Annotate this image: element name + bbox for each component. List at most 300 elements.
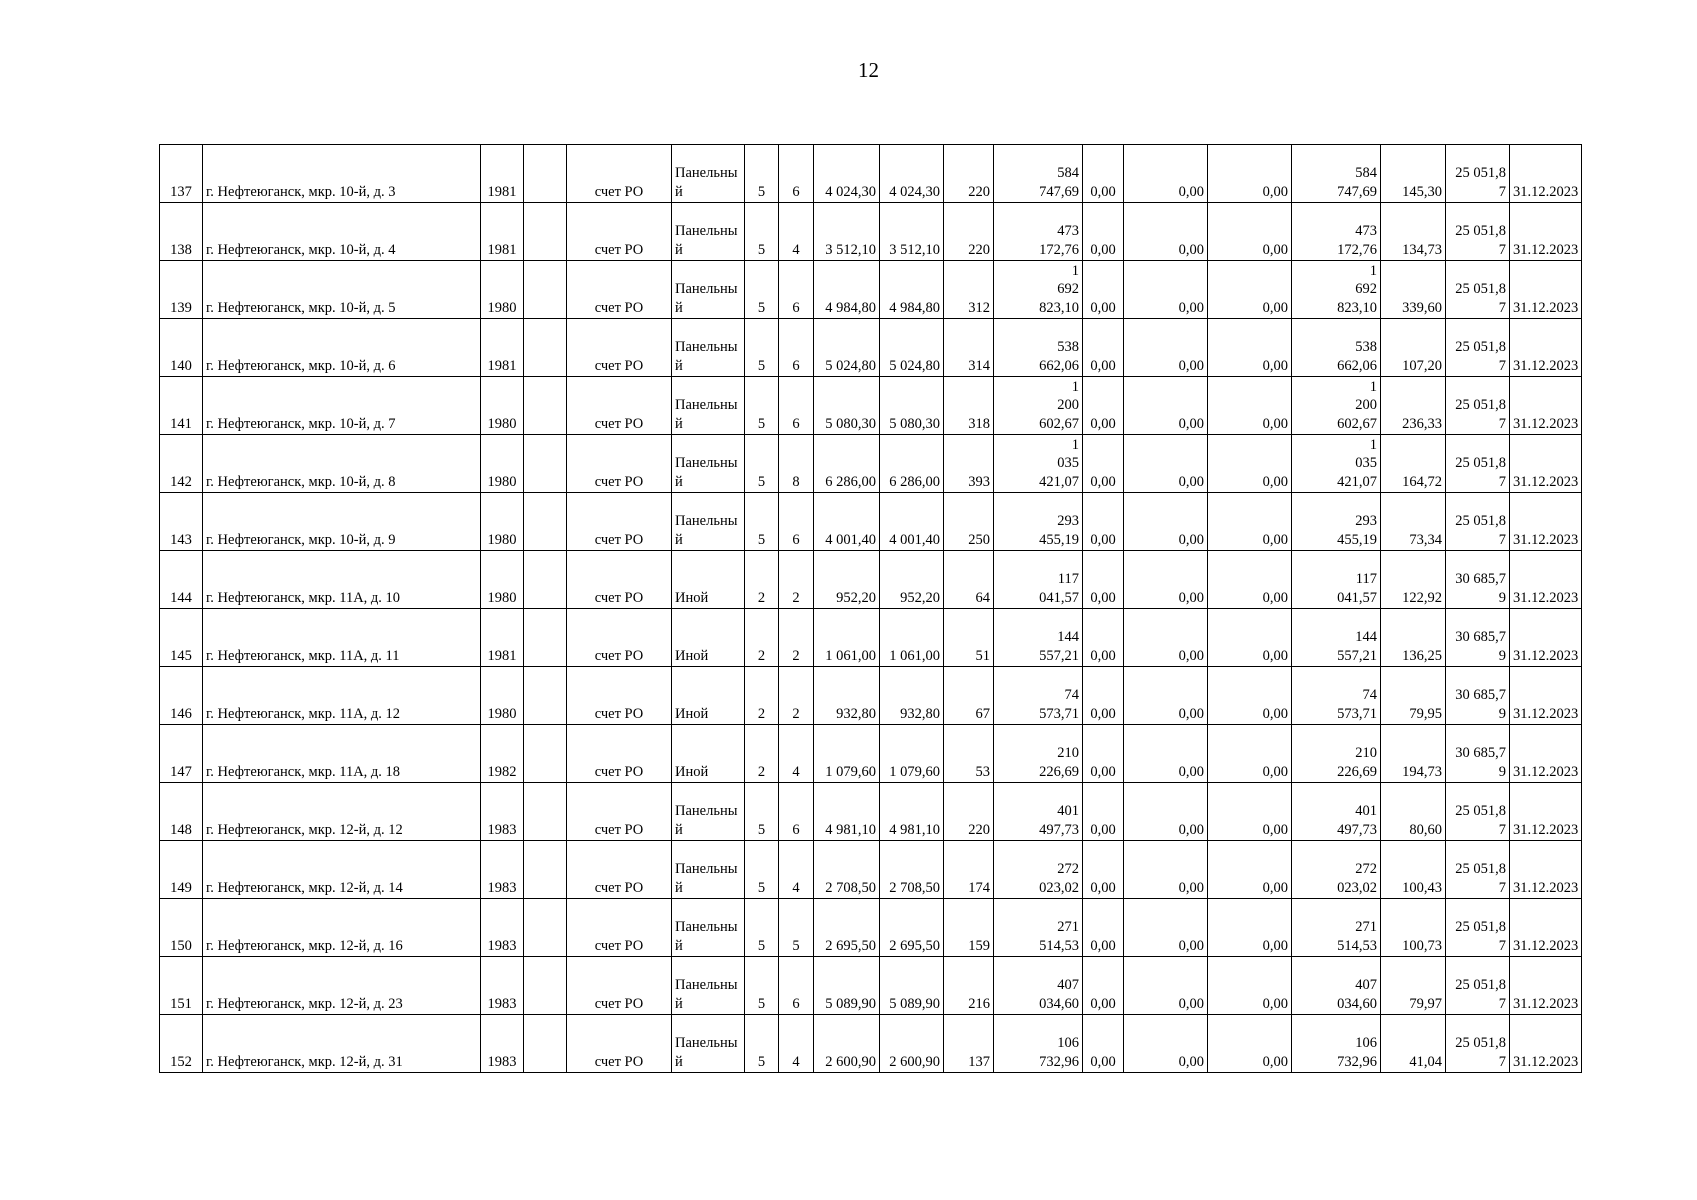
fund-c-cell: 0,00 bbox=[1208, 377, 1292, 435]
fund-a-cell: 0,00 bbox=[1083, 377, 1124, 435]
address-cell: г. Нефтеюганск, мкр. 12-й, д. 16 bbox=[203, 899, 481, 957]
fund-c-cell: 0,00 bbox=[1208, 725, 1292, 783]
fund-method-cell: счет РО bbox=[567, 493, 672, 551]
row-number: 150 bbox=[160, 899, 203, 957]
limit-cost-cell: 25 051,87 bbox=[1446, 957, 1510, 1015]
row-number: 147 bbox=[160, 725, 203, 783]
living-area-cell: 4 001,40 bbox=[880, 493, 944, 551]
table-row bbox=[160, 957, 1582, 1015]
deadline-cell: 31.12.2023 bbox=[1510, 609, 1582, 667]
floors-cell: 5 bbox=[745, 145, 779, 203]
living-area-cell: 2 600,90 bbox=[880, 1015, 944, 1073]
fund-a-cell: 0,00 bbox=[1083, 261, 1124, 319]
fund-c-cell: 0,00 bbox=[1208, 957, 1292, 1015]
owner-cost-cell: 272 023,02 bbox=[1292, 841, 1381, 899]
wall-material-cell: Панельный bbox=[672, 377, 745, 435]
wall-material-cell: Панельный bbox=[672, 435, 745, 493]
unit-cost-cell: 136,25 bbox=[1381, 609, 1446, 667]
floors-cell: 5 bbox=[745, 261, 779, 319]
entrances-cell: 6 bbox=[779, 493, 814, 551]
entrances-cell: 4 bbox=[779, 1015, 814, 1073]
fund-c-cell: 0,00 bbox=[1208, 899, 1292, 957]
address-cell: г. Нефтеюганск, мкр. 12-й, д. 23 bbox=[203, 957, 481, 1015]
table-row bbox=[160, 841, 1582, 899]
owner-cost-cell: 271 514,53 bbox=[1292, 899, 1381, 957]
fund-a-cell: 0,00 bbox=[1083, 203, 1124, 261]
residents-cell: 216 bbox=[944, 957, 994, 1015]
address-cell: г. Нефтеюганск, мкр. 10-й, д. 3 bbox=[203, 145, 481, 203]
fund-method-cell: счет РО bbox=[567, 667, 672, 725]
row-number: 140 bbox=[160, 319, 203, 377]
residents-cell: 250 bbox=[944, 493, 994, 551]
living-area-cell: 4 984,80 bbox=[880, 261, 944, 319]
floors-cell: 5 bbox=[745, 435, 779, 493]
total-cost-cell: 272 023,02 bbox=[994, 841, 1083, 899]
deadline-cell: 31.12.2023 bbox=[1510, 319, 1582, 377]
deadline-cell: 31.12.2023 bbox=[1510, 377, 1582, 435]
living-area-cell: 5 089,90 bbox=[880, 957, 944, 1015]
fund-b-cell: 0,00 bbox=[1124, 319, 1208, 377]
unit-cost-cell: 339,60 bbox=[1381, 261, 1446, 319]
blank-cell bbox=[524, 145, 567, 203]
owner-cost-cell: 144 557,21 bbox=[1292, 609, 1381, 667]
living-area-cell: 2 708,50 bbox=[880, 841, 944, 899]
fund-b-cell: 0,00 bbox=[1124, 145, 1208, 203]
living-area-cell: 5 080,30 bbox=[880, 377, 944, 435]
limit-cost-cell: 25 051,87 bbox=[1446, 493, 1510, 551]
total-cost-cell: 106 732,96 bbox=[994, 1015, 1083, 1073]
unit-cost-cell: 194,73 bbox=[1381, 725, 1446, 783]
residents-cell: 220 bbox=[944, 203, 994, 261]
total-area-cell: 4 024,30 bbox=[814, 145, 880, 203]
total-cost-cell: 401 497,73 bbox=[994, 783, 1083, 841]
entrances-cell: 6 bbox=[779, 377, 814, 435]
address-cell: г. Нефтеюганск, мкр. 12-й, д. 14 bbox=[203, 841, 481, 899]
blank-cell bbox=[524, 841, 567, 899]
row-number: 148 bbox=[160, 783, 203, 841]
limit-cost-cell: 25 051,87 bbox=[1446, 1015, 1510, 1073]
unit-cost-cell: 73,34 bbox=[1381, 493, 1446, 551]
owner-cost-cell: 210 226,69 bbox=[1292, 725, 1381, 783]
total-area-cell: 2 695,50 bbox=[814, 899, 880, 957]
entrances-cell: 6 bbox=[779, 261, 814, 319]
fund-method-cell: счет РО bbox=[567, 435, 672, 493]
limit-cost-cell: 25 051,87 bbox=[1446, 435, 1510, 493]
limit-cost-cell: 25 051,87 bbox=[1446, 783, 1510, 841]
address-cell: г. Нефтеюганск, мкр. 12-й, д. 12 bbox=[203, 783, 481, 841]
total-area-cell: 1 061,00 bbox=[814, 609, 880, 667]
floors-cell: 5 bbox=[745, 841, 779, 899]
build-year-cell: 1981 bbox=[481, 319, 524, 377]
fund-a-cell: 0,00 bbox=[1083, 551, 1124, 609]
total-cost-cell: 407 034,60 bbox=[994, 957, 1083, 1015]
residents-cell: 312 bbox=[944, 261, 994, 319]
row-number: 151 bbox=[160, 957, 203, 1015]
address-cell: г. Нефтеюганск, мкр. 11А, д. 10 bbox=[203, 551, 481, 609]
wall-material-cell: Панельный bbox=[672, 899, 745, 957]
owner-cost-cell: 538 662,06 bbox=[1292, 319, 1381, 377]
table-row bbox=[160, 319, 1582, 377]
fund-c-cell: 0,00 bbox=[1208, 609, 1292, 667]
blank-cell bbox=[524, 261, 567, 319]
fund-c-cell: 0,00 bbox=[1208, 145, 1292, 203]
fund-c-cell: 0,00 bbox=[1208, 261, 1292, 319]
register-rows bbox=[160, 145, 1582, 1073]
deadline-cell: 31.12.2023 bbox=[1510, 1015, 1582, 1073]
wall-material-cell: Панельный bbox=[672, 1015, 745, 1073]
unit-cost-cell: 79,95 bbox=[1381, 667, 1446, 725]
floors-cell: 5 bbox=[745, 377, 779, 435]
address-cell: г. Нефтеюганск, мкр. 10-й, д. 9 bbox=[203, 493, 481, 551]
living-area-cell: 952,20 bbox=[880, 551, 944, 609]
address-cell: г. Нефтеюганск, мкр. 10-й, д. 8 bbox=[203, 435, 481, 493]
fund-c-cell: 0,00 bbox=[1208, 551, 1292, 609]
owner-cost-cell: 106 732,96 bbox=[1292, 1015, 1381, 1073]
build-year-cell: 1983 bbox=[481, 957, 524, 1015]
total-cost-cell: 1 692 823,10 bbox=[994, 261, 1083, 319]
fund-a-cell: 0,00 bbox=[1083, 899, 1124, 957]
wall-material-cell: Панельный bbox=[672, 261, 745, 319]
total-area-cell: 4 984,80 bbox=[814, 261, 880, 319]
living-area-cell: 5 024,80 bbox=[880, 319, 944, 377]
build-year-cell: 1981 bbox=[481, 609, 524, 667]
unit-cost-cell: 236,33 bbox=[1381, 377, 1446, 435]
wall-material-cell: Панельный bbox=[672, 145, 745, 203]
total-cost-cell: 584 747,69 bbox=[994, 145, 1083, 203]
build-year-cell: 1983 bbox=[481, 899, 524, 957]
table-row bbox=[160, 551, 1582, 609]
wall-material-cell: Иной bbox=[672, 551, 745, 609]
owner-cost-cell: 74 573,71 bbox=[1292, 667, 1381, 725]
fund-c-cell: 0,00 bbox=[1208, 203, 1292, 261]
build-year-cell: 1980 bbox=[481, 435, 524, 493]
owner-cost-cell: 1 035 421,07 bbox=[1292, 435, 1381, 493]
limit-cost-cell: 25 051,87 bbox=[1446, 319, 1510, 377]
table-row bbox=[160, 667, 1582, 725]
fund-method-cell: счет РО bbox=[567, 377, 672, 435]
entrances-cell: 8 bbox=[779, 435, 814, 493]
blank-cell bbox=[524, 899, 567, 957]
address-cell: г. Нефтеюганск, мкр. 12-й, д. 31 bbox=[203, 1015, 481, 1073]
blank-cell bbox=[524, 725, 567, 783]
fund-method-cell: счет РО bbox=[567, 899, 672, 957]
total-area-cell: 2 708,50 bbox=[814, 841, 880, 899]
wall-material-cell: Иной bbox=[672, 609, 745, 667]
fund-c-cell: 0,00 bbox=[1208, 841, 1292, 899]
fund-b-cell: 0,00 bbox=[1124, 667, 1208, 725]
wall-material-cell: Панельный bbox=[672, 319, 745, 377]
fund-a-cell: 0,00 bbox=[1083, 493, 1124, 551]
total-cost-cell: 210 226,69 bbox=[994, 725, 1083, 783]
address-cell: г. Нефтеюганск, мкр. 10-й, д. 4 bbox=[203, 203, 481, 261]
unit-cost-cell: 100,73 bbox=[1381, 899, 1446, 957]
fund-b-cell: 0,00 bbox=[1124, 377, 1208, 435]
total-area-cell: 3 512,10 bbox=[814, 203, 880, 261]
total-cost-cell: 1 200 602,67 bbox=[994, 377, 1083, 435]
wall-material-cell: Иной bbox=[672, 667, 745, 725]
living-area-cell: 4 024,30 bbox=[880, 145, 944, 203]
row-number: 137 bbox=[160, 145, 203, 203]
limit-cost-cell: 25 051,87 bbox=[1446, 203, 1510, 261]
row-number: 139 bbox=[160, 261, 203, 319]
residents-cell: 220 bbox=[944, 783, 994, 841]
owner-cost-cell: 401 497,73 bbox=[1292, 783, 1381, 841]
address-cell: г. Нефтеюганск, мкр. 10-й, д. 6 bbox=[203, 319, 481, 377]
address-cell: г. Нефтеюганск, мкр. 11А, д. 11 bbox=[203, 609, 481, 667]
floors-cell: 5 bbox=[745, 1015, 779, 1073]
deadline-cell: 31.12.2023 bbox=[1510, 899, 1582, 957]
deadline-cell: 31.12.2023 bbox=[1510, 957, 1582, 1015]
fund-b-cell: 0,00 bbox=[1124, 203, 1208, 261]
table-row bbox=[160, 725, 1582, 783]
owner-cost-cell: 584 747,69 bbox=[1292, 145, 1381, 203]
fund-a-cell: 0,00 bbox=[1083, 725, 1124, 783]
floors-cell: 2 bbox=[745, 551, 779, 609]
wall-material-cell: Иной bbox=[672, 725, 745, 783]
residents-cell: 220 bbox=[944, 145, 994, 203]
table-row bbox=[160, 435, 1582, 493]
total-area-cell: 5 089,90 bbox=[814, 957, 880, 1015]
total-cost-cell: 473 172,76 bbox=[994, 203, 1083, 261]
fund-method-cell: счет РО bbox=[567, 1015, 672, 1073]
table-row bbox=[160, 203, 1582, 261]
build-year-cell: 1981 bbox=[481, 145, 524, 203]
address-cell: г. Нефтеюганск, мкр. 10-й, д. 7 bbox=[203, 377, 481, 435]
limit-cost-cell: 25 051,87 bbox=[1446, 145, 1510, 203]
address-cell: г. Нефтеюганск, мкр. 10-й, д. 5 bbox=[203, 261, 481, 319]
build-year-cell: 1980 bbox=[481, 493, 524, 551]
fund-b-cell: 0,00 bbox=[1124, 493, 1208, 551]
total-cost-cell: 293 455,19 bbox=[994, 493, 1083, 551]
fund-b-cell: 0,00 bbox=[1124, 609, 1208, 667]
wall-material-cell: Панельный bbox=[672, 957, 745, 1015]
fund-a-cell: 0,00 bbox=[1083, 1015, 1124, 1073]
limit-cost-cell: 30 685,79 bbox=[1446, 667, 1510, 725]
fund-method-cell: счет РО bbox=[567, 203, 672, 261]
row-number: 149 bbox=[160, 841, 203, 899]
entrances-cell: 2 bbox=[779, 609, 814, 667]
row-number: 146 bbox=[160, 667, 203, 725]
total-cost-cell: 144 557,21 bbox=[994, 609, 1083, 667]
floors-cell: 2 bbox=[745, 725, 779, 783]
residents-cell: 137 bbox=[944, 1015, 994, 1073]
fund-a-cell: 0,00 bbox=[1083, 841, 1124, 899]
fund-c-cell: 0,00 bbox=[1208, 783, 1292, 841]
deadline-cell: 31.12.2023 bbox=[1510, 667, 1582, 725]
total-cost-cell: 74 573,71 bbox=[994, 667, 1083, 725]
limit-cost-cell: 25 051,87 bbox=[1446, 377, 1510, 435]
living-area-cell: 2 695,50 bbox=[880, 899, 944, 957]
residents-cell: 159 bbox=[944, 899, 994, 957]
register-table bbox=[159, 144, 1582, 1073]
deadline-cell: 31.12.2023 bbox=[1510, 493, 1582, 551]
floors-cell: 5 bbox=[745, 957, 779, 1015]
row-number: 145 bbox=[160, 609, 203, 667]
row-number: 143 bbox=[160, 493, 203, 551]
fund-a-cell: 0,00 bbox=[1083, 957, 1124, 1015]
blank-cell bbox=[524, 493, 567, 551]
build-year-cell: 1980 bbox=[481, 377, 524, 435]
owner-cost-cell: 407 034,60 bbox=[1292, 957, 1381, 1015]
blank-cell bbox=[524, 1015, 567, 1073]
table-row bbox=[160, 493, 1582, 551]
total-area-cell: 6 286,00 bbox=[814, 435, 880, 493]
total-cost-cell: 271 514,53 bbox=[994, 899, 1083, 957]
owner-cost-cell: 1 200 602,67 bbox=[1292, 377, 1381, 435]
wall-material-cell: Панельный bbox=[672, 203, 745, 261]
blank-cell bbox=[524, 319, 567, 377]
table-row bbox=[160, 899, 1582, 957]
build-year-cell: 1983 bbox=[481, 783, 524, 841]
fund-c-cell: 0,00 bbox=[1208, 319, 1292, 377]
total-area-cell: 4 001,40 bbox=[814, 493, 880, 551]
table-row bbox=[160, 1015, 1582, 1073]
fund-a-cell: 0,00 bbox=[1083, 319, 1124, 377]
page-number: 12 bbox=[858, 58, 879, 82]
residents-cell: 67 bbox=[944, 667, 994, 725]
floors-cell: 2 bbox=[745, 667, 779, 725]
fund-a-cell: 0,00 bbox=[1083, 783, 1124, 841]
entrances-cell: 2 bbox=[779, 551, 814, 609]
row-number: 144 bbox=[160, 551, 203, 609]
total-area-cell: 1 079,60 bbox=[814, 725, 880, 783]
unit-cost-cell: 79,97 bbox=[1381, 957, 1446, 1015]
fund-a-cell: 0,00 bbox=[1083, 667, 1124, 725]
fund-method-cell: счет РО bbox=[567, 783, 672, 841]
unit-cost-cell: 122,92 bbox=[1381, 551, 1446, 609]
wall-material-cell: Панельный bbox=[672, 783, 745, 841]
living-area-cell: 6 286,00 bbox=[880, 435, 944, 493]
total-area-cell: 2 600,90 bbox=[814, 1015, 880, 1073]
entrances-cell: 2 bbox=[779, 667, 814, 725]
total-area-cell: 4 981,10 bbox=[814, 783, 880, 841]
floors-cell: 2 bbox=[745, 609, 779, 667]
blank-cell bbox=[524, 551, 567, 609]
fund-a-cell: 0,00 bbox=[1083, 145, 1124, 203]
owner-cost-cell: 1 692 823,10 bbox=[1292, 261, 1381, 319]
fund-b-cell: 0,00 bbox=[1124, 725, 1208, 783]
unit-cost-cell: 107,20 bbox=[1381, 319, 1446, 377]
total-cost-cell: 117 041,57 bbox=[994, 551, 1083, 609]
unit-cost-cell: 41,04 bbox=[1381, 1015, 1446, 1073]
address-cell: г. Нефтеюганск, мкр. 11А, д. 12 bbox=[203, 667, 481, 725]
entrances-cell: 6 bbox=[779, 957, 814, 1015]
living-area-cell: 1 061,00 bbox=[880, 609, 944, 667]
limit-cost-cell: 30 685,79 bbox=[1446, 551, 1510, 609]
fund-b-cell: 0,00 bbox=[1124, 551, 1208, 609]
unit-cost-cell: 80,60 bbox=[1381, 783, 1446, 841]
build-year-cell: 1980 bbox=[481, 261, 524, 319]
living-area-cell: 3 512,10 bbox=[880, 203, 944, 261]
total-area-cell: 932,80 bbox=[814, 667, 880, 725]
deadline-cell: 31.12.2023 bbox=[1510, 783, 1582, 841]
entrances-cell: 4 bbox=[779, 725, 814, 783]
floors-cell: 5 bbox=[745, 899, 779, 957]
fund-method-cell: счет РО bbox=[567, 609, 672, 667]
residents-cell: 51 bbox=[944, 609, 994, 667]
blank-cell bbox=[524, 435, 567, 493]
limit-cost-cell: 25 051,87 bbox=[1446, 899, 1510, 957]
limit-cost-cell: 25 051,87 bbox=[1446, 261, 1510, 319]
deadline-cell: 31.12.2023 bbox=[1510, 725, 1582, 783]
blank-cell bbox=[524, 783, 567, 841]
deadline-cell: 31.12.2023 bbox=[1510, 261, 1582, 319]
floors-cell: 5 bbox=[745, 783, 779, 841]
blank-cell bbox=[524, 667, 567, 725]
row-number: 152 bbox=[160, 1015, 203, 1073]
fund-method-cell: счет РО bbox=[567, 551, 672, 609]
floors-cell: 5 bbox=[745, 319, 779, 377]
build-year-cell: 1980 bbox=[481, 667, 524, 725]
total-area-cell: 5 024,80 bbox=[814, 319, 880, 377]
build-year-cell: 1983 bbox=[481, 841, 524, 899]
owner-cost-cell: 117 041,57 bbox=[1292, 551, 1381, 609]
fund-method-cell: счет РО bbox=[567, 957, 672, 1015]
table-row bbox=[160, 783, 1582, 841]
living-area-cell: 932,80 bbox=[880, 667, 944, 725]
limit-cost-cell: 30 685,79 bbox=[1446, 725, 1510, 783]
blank-cell bbox=[524, 203, 567, 261]
entrances-cell: 4 bbox=[779, 841, 814, 899]
entrances-cell: 4 bbox=[779, 203, 814, 261]
fund-b-cell: 0,00 bbox=[1124, 435, 1208, 493]
fund-method-cell: счет РО bbox=[567, 145, 672, 203]
floors-cell: 5 bbox=[745, 493, 779, 551]
blank-cell bbox=[524, 377, 567, 435]
residents-cell: 174 bbox=[944, 841, 994, 899]
fund-b-cell: 0,00 bbox=[1124, 1015, 1208, 1073]
build-year-cell: 1980 bbox=[481, 551, 524, 609]
living-area-cell: 4 981,10 bbox=[880, 783, 944, 841]
fund-b-cell: 0,00 bbox=[1124, 841, 1208, 899]
deadline-cell: 31.12.2023 bbox=[1510, 551, 1582, 609]
deadline-cell: 31.12.2023 bbox=[1510, 435, 1582, 493]
deadline-cell: 31.12.2023 bbox=[1510, 203, 1582, 261]
owner-cost-cell: 473 172,76 bbox=[1292, 203, 1381, 261]
table-row bbox=[160, 145, 1582, 203]
build-year-cell: 1981 bbox=[481, 203, 524, 261]
fund-a-cell: 0,00 bbox=[1083, 609, 1124, 667]
residents-cell: 393 bbox=[944, 435, 994, 493]
fund-c-cell: 0,00 bbox=[1208, 1015, 1292, 1073]
fund-a-cell: 0,00 bbox=[1083, 435, 1124, 493]
table-row bbox=[160, 261, 1582, 319]
total-cost-cell: 1 035 421,07 bbox=[994, 435, 1083, 493]
residents-cell: 318 bbox=[944, 377, 994, 435]
fund-c-cell: 0,00 bbox=[1208, 435, 1292, 493]
fund-method-cell: счет РО bbox=[567, 725, 672, 783]
address-cell: г. Нефтеюганск, мкр. 11А, д. 18 bbox=[203, 725, 481, 783]
build-year-cell: 1983 bbox=[481, 1015, 524, 1073]
residents-cell: 64 bbox=[944, 551, 994, 609]
fund-c-cell: 0,00 bbox=[1208, 667, 1292, 725]
unit-cost-cell: 164,72 bbox=[1381, 435, 1446, 493]
deadline-cell: 31.12.2023 bbox=[1510, 841, 1582, 899]
living-area-cell: 1 079,60 bbox=[880, 725, 944, 783]
owner-cost-cell: 293 455,19 bbox=[1292, 493, 1381, 551]
limit-cost-cell: 30 685,79 bbox=[1446, 609, 1510, 667]
blank-cell bbox=[524, 957, 567, 1015]
total-cost-cell: 538 662,06 bbox=[994, 319, 1083, 377]
row-number: 138 bbox=[160, 203, 203, 261]
total-area-cell: 952,20 bbox=[814, 551, 880, 609]
wall-material-cell: Панельный bbox=[672, 841, 745, 899]
deadline-cell: 31.12.2023 bbox=[1510, 145, 1582, 203]
limit-cost-cell: 25 051,87 bbox=[1446, 841, 1510, 899]
fund-b-cell: 0,00 bbox=[1124, 783, 1208, 841]
table-row bbox=[160, 609, 1582, 667]
entrances-cell: 6 bbox=[779, 319, 814, 377]
